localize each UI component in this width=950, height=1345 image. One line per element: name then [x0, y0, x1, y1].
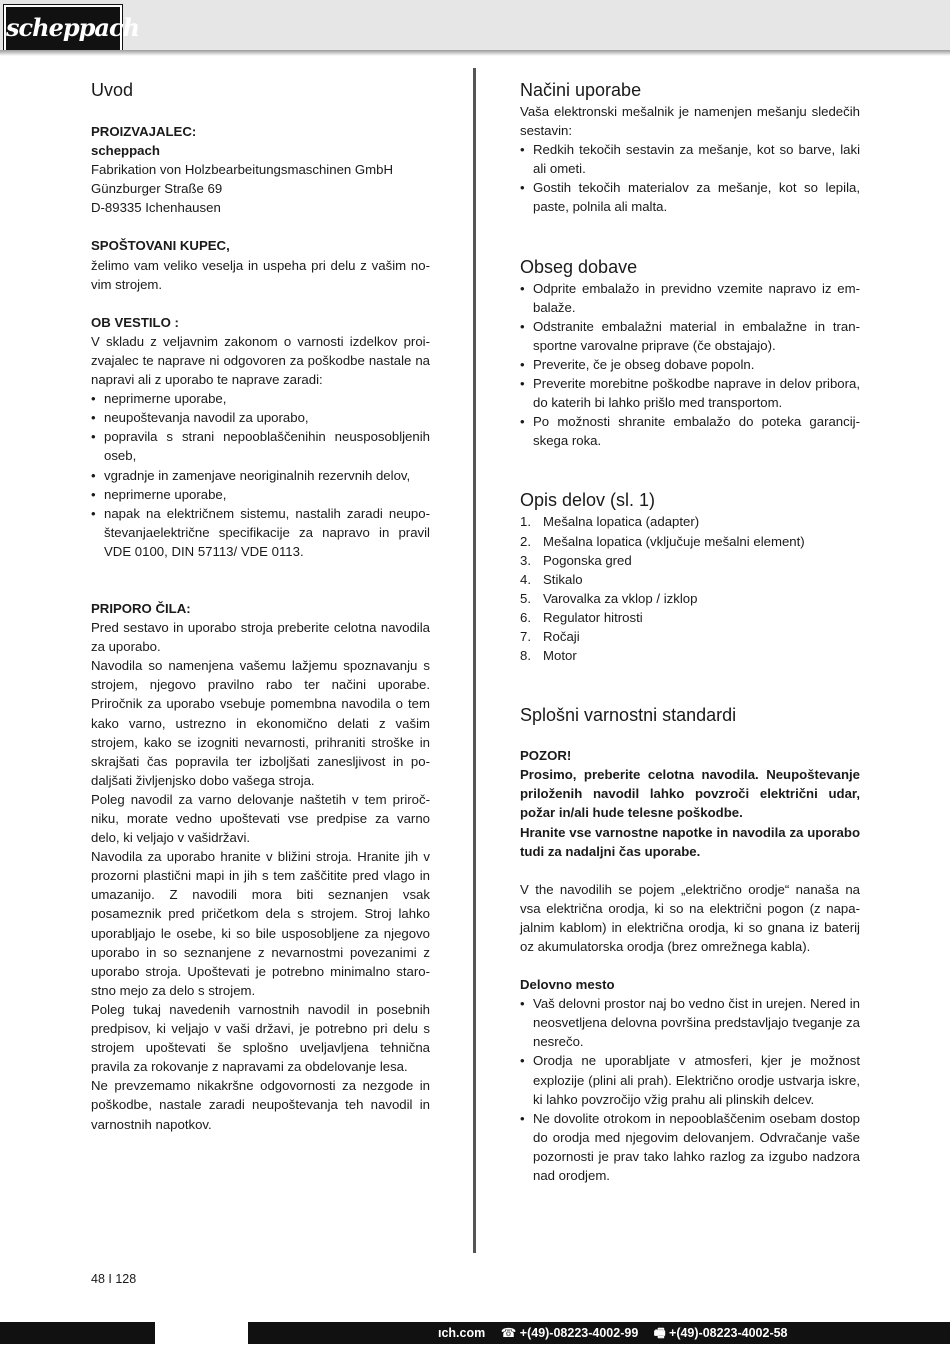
tool-definition-text: V the navodilih se pojem „električno orodje“ nanaša na vsa električna orodja, ki so na električni pogon (z napajalnim kablom) in električna orodja, ki so gnana iz baterij oz akumulatorska orodja (brez omrežnega kabla). [520, 881, 860, 954]
warning-label: POZOR! [520, 748, 572, 764]
left-column [91, 78, 430, 1134]
item-label: Regulator hitrosti [543, 609, 643, 625]
list-item: • Gostih tekočih materialov za mešanje, kot so lepila, paste, polnila ali malta. [520, 178, 860, 216]
list-item [520, 627, 860, 646]
warning-text: Prosimo, preberite celotna navodila. Neupoštevanje priloženih navodil lahko povzroči električni udar, požar in/ali hude telesne poškodbe. [520, 767, 860, 821]
notice-label: OB VESTILO : [91, 314, 179, 330]
list-item [520, 589, 860, 608]
usage-intro: Vaša elektronski mešalnik je namenjen mešanju sledečih sestavin: [520, 104, 860, 139]
list-item [520, 551, 860, 570]
notice-list [91, 389, 430, 561]
footer-gap [155, 1322, 248, 1344]
parts-list [520, 512, 860, 665]
manufacturer-label: PROIZVAJALEC: [91, 124, 197, 139]
header-shadow [0, 50, 950, 56]
list-item [520, 512, 860, 531]
section-title-parts: Opis delov (sl. 1) [520, 490, 656, 511]
paragraph: Navodila so namenjena vašemu lažjemu spoznavanju s strojem, njegovo pravilno rabo ter načini uporabe. Priročnik za uporabo vsebuje pomembna navodila o tem kako varno, ustrezno in ekonomično delati z vašim strojem, kako se izogniti nevarnosti, prihraniti stroške in skrajšati čas popravila ter izboljšati zanesljivost in podaljšati življenjsko dobo vašega stroja. [91, 658, 430, 788]
section-title-delivery: Obseg dobave [520, 256, 638, 277]
list-item: • Preverite morebitne poškodbe naprave in delov pribora, do katerih bi lahko prišlo med transportom. [520, 374, 860, 412]
item-number: 8. [520, 648, 531, 664]
item-number: 5. [520, 590, 531, 606]
paragraph: Poleg navodil za varno delovanje naštetih v tem priročniku, morate vedno upoštevati vse predpise za varno delo, ki veljajo v vašidržavi. [91, 791, 430, 846]
footer-fax: 🖷 +(49)-08223-4002-58 [653, 1326, 788, 1340]
list-item [520, 608, 860, 627]
footer-bar-left [0, 1322, 155, 1344]
customer-label: SPOŠTOVANI KUPEC, [91, 238, 230, 254]
list-item [520, 646, 860, 665]
right-column [520, 78, 860, 1185]
list-item [520, 532, 860, 551]
list-item: • Preverite, če je obseg dobave popoln. [520, 355, 860, 374]
list-item: • Ne dovolite otrokom in nepooblaščenim osebam dostop do orodja med njegovim delovanjem. Odvračanje vaše pozornosti je prav tako lahko razlog za izgubo nadzora nad orodjem. [520, 1109, 860, 1185]
item-label: Mešalna lopatica (adapter) [543, 514, 700, 530]
address-line: D-89335 Ichenhausen [91, 200, 221, 216]
paragraph: Pred sestavo in uporabo stroja preberite celotna navodila za uporabo. [91, 620, 430, 655]
item-label: Mešalna lopatica (vključuje mešalni element) [543, 533, 805, 549]
list-item: • neupoštevanja navodil za uporabo, [91, 408, 430, 427]
list-item: • Redkih tekočih sestavin za mešanje, kot so barve, laki ali ometi. [520, 140, 860, 178]
list-item: • Odstranite embalažni material in embalažne in transportne varovalne priprave (če obstajajo). [520, 317, 860, 355]
customer-text: želimo vam veliko veselja in uspeha pri delu z vašim novim strojem. [91, 257, 430, 292]
list-item: • napak na električnem sistemu, nastalih zaradi neupoštevanjaelektrične specifikacije za napravo in pravil VDE 0100, DIN 57113/ VDE 0113. [91, 504, 430, 561]
item-label: Pogonska gred [543, 552, 632, 568]
list-item: • Po možnosti shranite embalažo do poteka garancijskega roka. [520, 412, 860, 450]
list-item: • Orodja ne uporabljate v atmosferi, kjer je možnost explozije (plini ali prah). Električno orodje ustvarja iskre, ki lahko povzročijo vžig prahu ali plinskih delcev. [520, 1051, 860, 1108]
recommend-label: PRIPORO ČILA: [91, 600, 191, 616]
item-number: 1. [520, 514, 531, 530]
address-line: Günzburger Straße 69 [91, 181, 223, 197]
item-label: Stikalo [543, 571, 583, 587]
item-number: 2. [520, 533, 531, 549]
item-label: Ročaji [543, 628, 580, 644]
footer-bar [248, 1322, 950, 1344]
paragraph: Ne prevzemamo nikakršne odgovornosti za nezgode in poškodbe, nastale zaradi neupoštevanja teh navodil in varnostnih napotkov. [91, 1078, 430, 1132]
notice-text: V skladu z veljavnim zakonom o varnosti izdelkov proizvajalec te naprave ni odgovoren za poškodbe nastale na napravi ali z uporabo te naprave zaradi: [91, 333, 430, 388]
list-item: • neprimerne uporabe, [91, 485, 430, 504]
delivery-list [520, 279, 860, 451]
footer-web: ıch.com [438, 1326, 486, 1340]
list-item: • Odprite embalažo in previdno vzemite napravo iz embalaže. [520, 279, 860, 317]
paragraph: Poleg tukaj navedenih varnostnih navodil in posebnih predpisov, ki veljajo v vaši državi, je potrebno pri delu s strojem upoštevati še splošno uveljavljena tehnična pravila za rokovanje z napravami za obdelovanje lesa. [91, 1001, 430, 1075]
section-title-usage: Načini uporabe [520, 80, 642, 100]
section-title-safety: Splošni varnostni standardi [520, 705, 737, 726]
item-number: 6. [520, 609, 531, 625]
item-label: Motor [543, 648, 577, 664]
item-label: Varovalka za vklop / izklop [543, 590, 698, 606]
page-number: 48 I 128 [91, 1272, 137, 1286]
item-number: 3. [520, 552, 531, 568]
list-item: • popravila s strani nepooblaščenihin neusposobljenih oseb, [91, 427, 430, 465]
list-item: • Vaš delovni prostor naj bo vedno čist in urejen. Nered in neosvetljena delovna površina predstavljajo tveganje za nesrečo. [520, 994, 860, 1051]
address-line: Fabrikation von Holzbearbeitungsmaschinen GmbH [91, 162, 393, 178]
page-header [0, 0, 950, 50]
workplace-title: Delovno mesto [520, 977, 615, 993]
usage-list [520, 140, 860, 216]
warning-text-keep: Hranite vse varnostne napotke in navodila za uporabo tudi za nadaljni čas uporabe. [520, 824, 860, 859]
column-divider [473, 68, 476, 1253]
list-item: • neprimerne uporabe, [91, 389, 430, 408]
workplace-list [520, 994, 860, 1185]
paragraph: Navodila za uporabo hranite v bližini stroja. Hranite jih v prozorni plastični mapi in jih s tem zaščitite pred vlago in umazanijo. Z navodili mora biti seznanjen vsak posameznik pred pričetkom dela s strojem. Stroj lahko uporabljajo le osebe, ki so bile usposobljene za njegovo uporabo in so seznanjene z nevarnostmi povezanimi z uporabo stroja. Upoštevati je potrebno minimalno starostno mejo za delo s strojem. [91, 849, 430, 998]
section-title-intro: Uvod [91, 80, 134, 100]
list-item [520, 570, 860, 589]
manufacturer-name: scheppach [91, 143, 160, 159]
item-number: 4. [520, 571, 531, 587]
footer-contact [438, 1323, 800, 1343]
list-item: • vgradnje in zamenjave neoriginalnih rezervnih delov, [91, 466, 430, 485]
item-number: 7. [520, 628, 531, 644]
scheppach-logo: scheppach [4, 5, 122, 52]
footer-phone: ☎ +(49)-08223-4002-99 [500, 1326, 639, 1340]
